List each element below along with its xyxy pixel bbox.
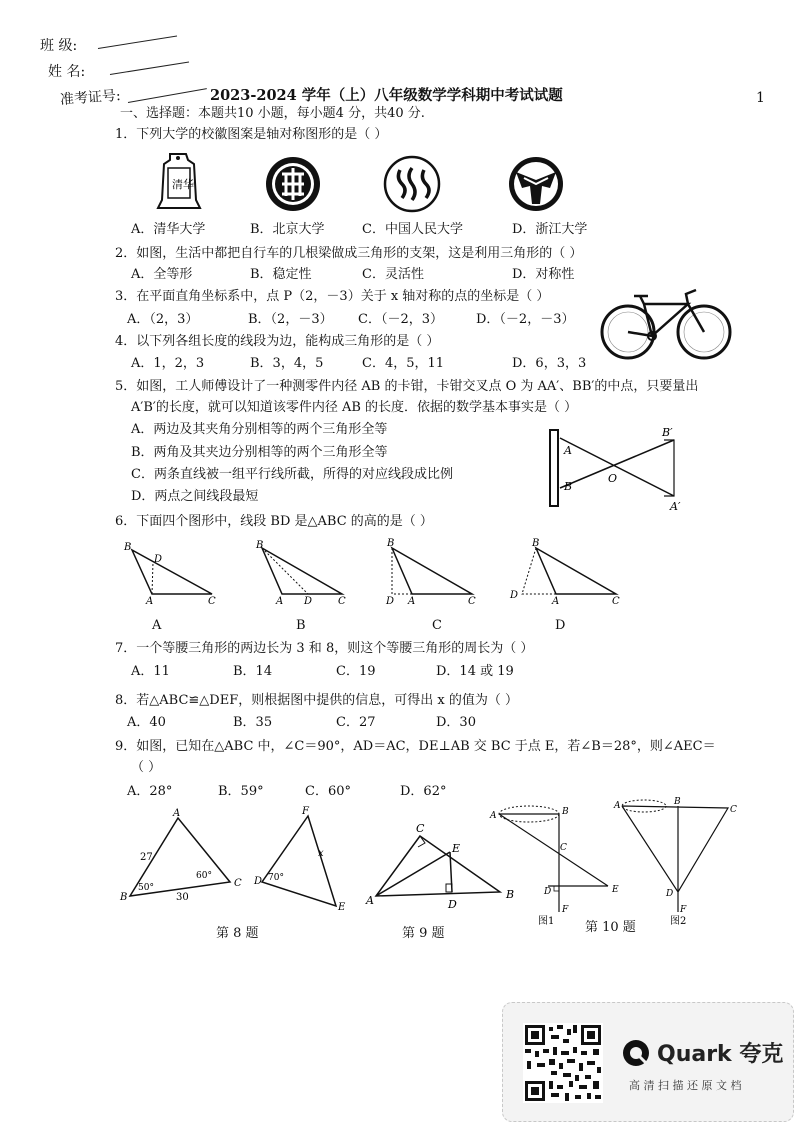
tsinghua-emblem-icon	[158, 154, 200, 208]
svg-text:D: D	[666, 889, 674, 899]
svg-text:D: D	[448, 898, 457, 911]
svg-text:B: B	[562, 807, 569, 817]
svg-text:B: B	[120, 892, 128, 903]
q4-stem: 4．以下列各组长度的线段为边，能构成三角形的是（ ）	[115, 334, 440, 349]
svg-text:50°: 50°	[138, 883, 154, 893]
q8-option-b: B．35	[233, 715, 273, 730]
q5-label-b: B	[564, 480, 573, 493]
q9-option-a: A．28°	[127, 784, 173, 799]
q3-option-d: D．（－2，－3）	[476, 312, 575, 327]
fig8-triangle-abc	[119, 808, 242, 903]
svg-text:C: C	[612, 596, 620, 607]
q5-option-b: B．两角及其夹边分别相等的两个三角形全等	[131, 445, 388, 460]
svg-text:27: 27	[140, 852, 153, 863]
q8-stem: 8．若△ABC≌△DEF，则根据图中提供的信息，可得出 x 的值为（ ）	[115, 693, 518, 708]
svg-text:D: D	[254, 876, 263, 887]
q6-fig-d	[509, 538, 620, 607]
svg-text:E: E	[452, 842, 461, 855]
name-label: 姓 名:	[48, 64, 86, 80]
quark-tagline: 高 清 扫 描 还 原 文 档	[629, 1079, 742, 1092]
q6-fig-b	[255, 540, 346, 607]
name-blank	[110, 61, 189, 75]
renmin-emblem-icon	[385, 157, 439, 211]
svg-text:D: D	[544, 887, 552, 897]
svg-text:60°: 60°	[196, 871, 212, 881]
svg-text:B: B	[387, 538, 395, 549]
svg-text:C: C	[730, 805, 737, 815]
svg-text:D: D	[386, 596, 395, 607]
q7-option-c: C．19	[336, 664, 376, 679]
q8-option-a: A．40	[127, 715, 166, 730]
q6-option-b: B	[296, 618, 306, 633]
fig8-triangle-def	[253, 806, 346, 913]
svg-text:图1: 图1	[538, 916, 555, 927]
exam-no-label: 准考证号:	[59, 87, 122, 109]
q5-option-c: C．两条直线被一组平行线所截，所得的对应线段成比例	[131, 467, 453, 482]
q9-stem-line2: （ ）	[131, 760, 162, 775]
q9-stem-line1: 9．如图，已知在△ABC 中，∠C＝90°，AD＝AC，DE⊥AB 交 BC 于点 E，若∠B＝28°，则∠AEC＝	[115, 739, 716, 754]
svg-text:30: 30	[176, 892, 189, 903]
q4-option-b: B．3，4，5	[250, 356, 324, 371]
pku-emblem-icon	[266, 157, 320, 211]
q1-option-c: C．中国人民大学	[362, 222, 463, 237]
svg-text:A: A	[366, 894, 374, 907]
svg-text:A: A	[173, 808, 181, 819]
svg-text:A: A	[490, 811, 497, 821]
q6-fig-c	[385, 538, 476, 607]
svg-text:D: D	[510, 590, 519, 601]
svg-text:C: C	[416, 822, 425, 835]
q5-stem-line1: 5．如图，工人师傅设计了一种测零件内径 AB 的卡钳，卡钳交叉点 O 为 AA′、BB′的中点，只要量出	[115, 379, 699, 394]
q4-option-a: A．1，2，3	[131, 356, 205, 371]
q5-label-a-prime: A′	[670, 500, 681, 513]
bicycle-figure	[600, 282, 734, 362]
q6-figures	[122, 538, 627, 606]
fig9-triangle	[365, 822, 514, 911]
q5-stem-line2: A′B′的长度，就可以知道该零件内径 AB 的长度．依据的数学基本事实是（ ）	[131, 400, 578, 415]
svg-text:C: C	[338, 596, 346, 607]
svg-text:B: B	[124, 542, 132, 553]
svg-text:F: F	[562, 905, 569, 915]
exam-title: 2023-2024 学年（上）八年级数学学科期中考试试题	[210, 87, 563, 104]
svg-text:D: D	[304, 596, 313, 607]
svg-text:B: B	[532, 538, 540, 549]
quark-watermark[interactable]	[502, 1002, 794, 1122]
quark-brand-text: Quark 夸克	[657, 1042, 784, 1067]
class-blank	[98, 35, 177, 49]
svg-text:E: E	[612, 885, 619, 895]
q1-option-d: D．浙江大学	[512, 222, 588, 237]
caption-q9: 第 9 题	[402, 926, 445, 941]
exam-no-blank	[128, 88, 207, 103]
q4-option-d: D．6，3，3	[512, 356, 587, 371]
section-heading: 一、选择题：本题共10 小题，每小题4 分，共40 分.	[120, 106, 425, 121]
q3-option-a: A．（2，3）	[127, 312, 199, 327]
quark-logo-icon	[621, 1038, 651, 1068]
svg-text:D: D	[154, 554, 163, 565]
q2-option-c: C．灵活性	[362, 267, 424, 282]
class-label: 班 级:	[40, 38, 78, 54]
caliper-figure	[546, 426, 696, 516]
q1-option-a: A．清华大学	[131, 222, 206, 237]
q8-option-c: C．27	[336, 715, 376, 730]
q6-option-c: C	[432, 618, 442, 633]
zju-emblem-icon	[509, 157, 563, 211]
svg-text:F: F	[302, 806, 309, 817]
q4-option-c: C．4，5，11	[362, 356, 445, 371]
q6-option-a: A	[152, 618, 162, 633]
svg-text:A: A	[552, 596, 560, 607]
q5-label-a: A	[564, 444, 572, 457]
q7-option-a: A．11	[131, 664, 170, 679]
q3-option-b: B．（2，－3）	[248, 312, 333, 327]
svg-text:B: B	[506, 888, 515, 901]
q7-stem: 7．一个等腰三角形的两边长为 3 和 8，则这个等腰三角形的周长为（ ）	[115, 641, 534, 656]
svg-text:清华: 清华	[172, 178, 194, 191]
svg-text:C: C	[560, 843, 567, 853]
q6-fig-a	[123, 542, 216, 607]
svg-text:C: C	[208, 596, 216, 607]
page-number: 1	[756, 90, 765, 106]
q5-option-d: D．两点之间线段最短	[131, 489, 259, 504]
svg-text:A: A	[276, 596, 284, 607]
svg-text:B: B	[256, 540, 264, 551]
svg-text:70°: 70°	[268, 873, 284, 883]
svg-text:A: A	[408, 596, 416, 607]
q6-option-d: D	[555, 618, 566, 633]
caption-q10: 第 10 题	[585, 920, 636, 935]
svg-text:C: C	[234, 878, 242, 889]
q1-option-b: B．北京大学	[250, 222, 325, 237]
q9-option-d: D．62°	[400, 784, 447, 799]
svg-text:A: A	[146, 596, 154, 607]
svg-text:A: A	[614, 801, 621, 811]
svg-text:F: F	[680, 905, 687, 915]
svg-text:C: C	[468, 596, 476, 607]
university-emblems	[150, 150, 600, 220]
q2-option-a: A．全等形	[131, 267, 193, 282]
q5-label-o: O	[608, 472, 618, 485]
q8-option-d: D．30	[436, 715, 476, 730]
q5-label-b-prime: B′	[662, 426, 673, 439]
q3-stem: 3．在平面直角坐标系中，点 P（2，－3）关于 x 轴对称的点的坐标是（ ）	[115, 289, 550, 304]
q2-stem: 2．如图，生活中都把自行车的几根梁做成三角形的支架，这是利用三角形的（ ）	[115, 246, 583, 261]
q9-option-b: B．59°	[218, 784, 264, 799]
svg-text:E: E	[338, 902, 346, 913]
bottom-figures	[118, 797, 758, 930]
q2-option-b: B．稳定性	[250, 267, 312, 282]
fig10-figure-1	[489, 806, 619, 927]
q7-option-b: B．14	[233, 664, 273, 679]
svg-text:图2: 图2	[670, 916, 687, 927]
q1-stem: 1．下列大学的校徽图案是轴对称图形的是（ ）	[115, 127, 388, 142]
q9-option-c: C．60°	[305, 784, 351, 799]
q2-option-d: D．对称性	[512, 267, 575, 282]
q3-option-c: C．（－2，3）	[358, 312, 443, 327]
fig10-figure-2	[613, 797, 737, 927]
svg-text:x: x	[318, 848, 324, 859]
q7-option-d: D．14 或 19	[436, 664, 514, 679]
quark-logo	[621, 1037, 783, 1068]
q5-option-a: A．两边及其夹角分别相等的两个三角形全等	[131, 422, 388, 437]
svg-text:B: B	[674, 797, 681, 807]
caption-q8: 第 8 题	[216, 926, 259, 941]
q6-stem: 6．下面四个图形中，线段 BD 是△ABC 的高的是（ ）	[115, 514, 433, 529]
qr-code-icon	[523, 1023, 603, 1103]
